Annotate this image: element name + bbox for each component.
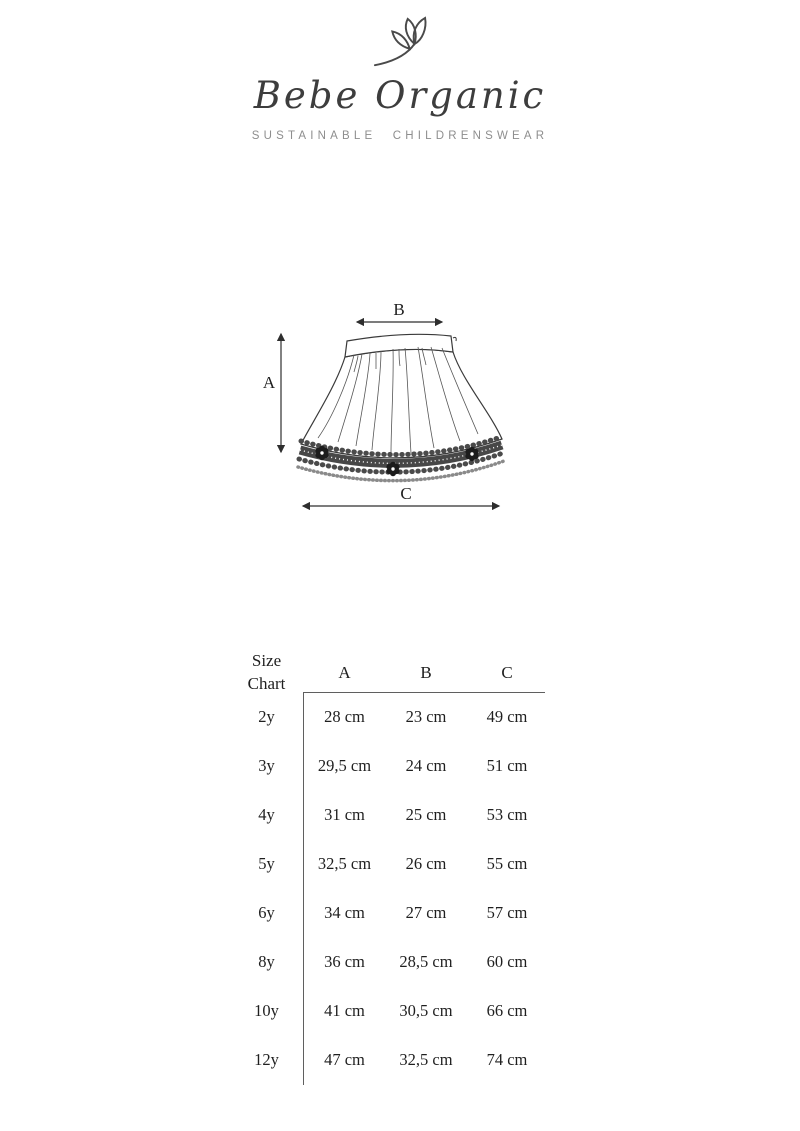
diagram-label-a: A — [262, 373, 276, 392]
size-label: 6y — [258, 902, 275, 922]
size-label: 12y — [254, 1049, 279, 1069]
size-label: 8y — [258, 951, 275, 971]
size-label: 10y — [254, 1000, 279, 1020]
measure-b: 25 cm — [405, 804, 447, 824]
table-row — [230, 888, 548, 937]
measure-c: 57 cm — [486, 902, 528, 922]
size-label: 4y — [258, 804, 275, 824]
brand-logo — [0, 16, 800, 142]
table-row — [230, 790, 548, 839]
measure-b: 24 cm — [405, 755, 447, 775]
column-header-b: B — [420, 662, 432, 682]
measure-a: 36 cm — [324, 951, 365, 971]
brand-tagline: SUSTAINABLE CHILDRENSWEAR — [251, 130, 549, 142]
size-label: 2y — [258, 706, 275, 726]
measure-a: 32,5 cm — [317, 853, 372, 873]
measure-c: 60 cm — [486, 951, 528, 971]
table-row — [230, 839, 548, 888]
column-header-c: C — [501, 662, 513, 682]
measure-b: 27 cm — [405, 902, 447, 922]
size-chart-title: Size Chart — [247, 651, 286, 693]
measure-b: 23 cm — [405, 706, 447, 726]
diagram-label-c: C — [400, 484, 412, 503]
measure-c: 49 cm — [486, 706, 528, 726]
skirt-outline-icon — [301, 334, 502, 458]
measure-b: 32,5 cm — [399, 1049, 453, 1069]
measure-a: 34 cm — [324, 902, 365, 922]
size-label: 3y — [258, 755, 275, 775]
table-row — [230, 692, 548, 741]
measure-c: 51 cm — [486, 755, 528, 775]
size-chart-table — [230, 692, 548, 1084]
measure-a: 29,5 cm — [317, 755, 372, 775]
measure-c: 55 cm — [486, 853, 528, 873]
table-row — [230, 986, 548, 1035]
measure-c: 66 cm — [486, 1000, 528, 1020]
measure-a: 47 cm — [324, 1049, 365, 1069]
measure-a: 31 cm — [324, 804, 365, 824]
measure-a: 41 cm — [324, 1000, 365, 1020]
table-row — [230, 937, 548, 986]
column-header-a: A — [338, 662, 351, 682]
measure-c: 53 cm — [486, 804, 528, 824]
size-chart-header-row — [230, 650, 548, 694]
size-label: 5y — [258, 853, 275, 873]
skirt-illustration — [250, 288, 520, 523]
measure-a: 28 cm — [324, 706, 365, 726]
measure-b: 26 cm — [405, 853, 447, 873]
brand-name: Bebe Organic — [253, 74, 547, 117]
measure-b: 28,5 cm — [399, 951, 453, 971]
measure-c: 74 cm — [486, 1049, 528, 1069]
table-row — [230, 1035, 548, 1084]
leaf-sprig-icon — [371, 16, 429, 70]
diagram-label-b: B — [393, 300, 405, 319]
skirt-measurement-diagram — [250, 288, 520, 523]
measure-b: 30,5 cm — [399, 1000, 453, 1020]
table-row — [230, 741, 548, 790]
